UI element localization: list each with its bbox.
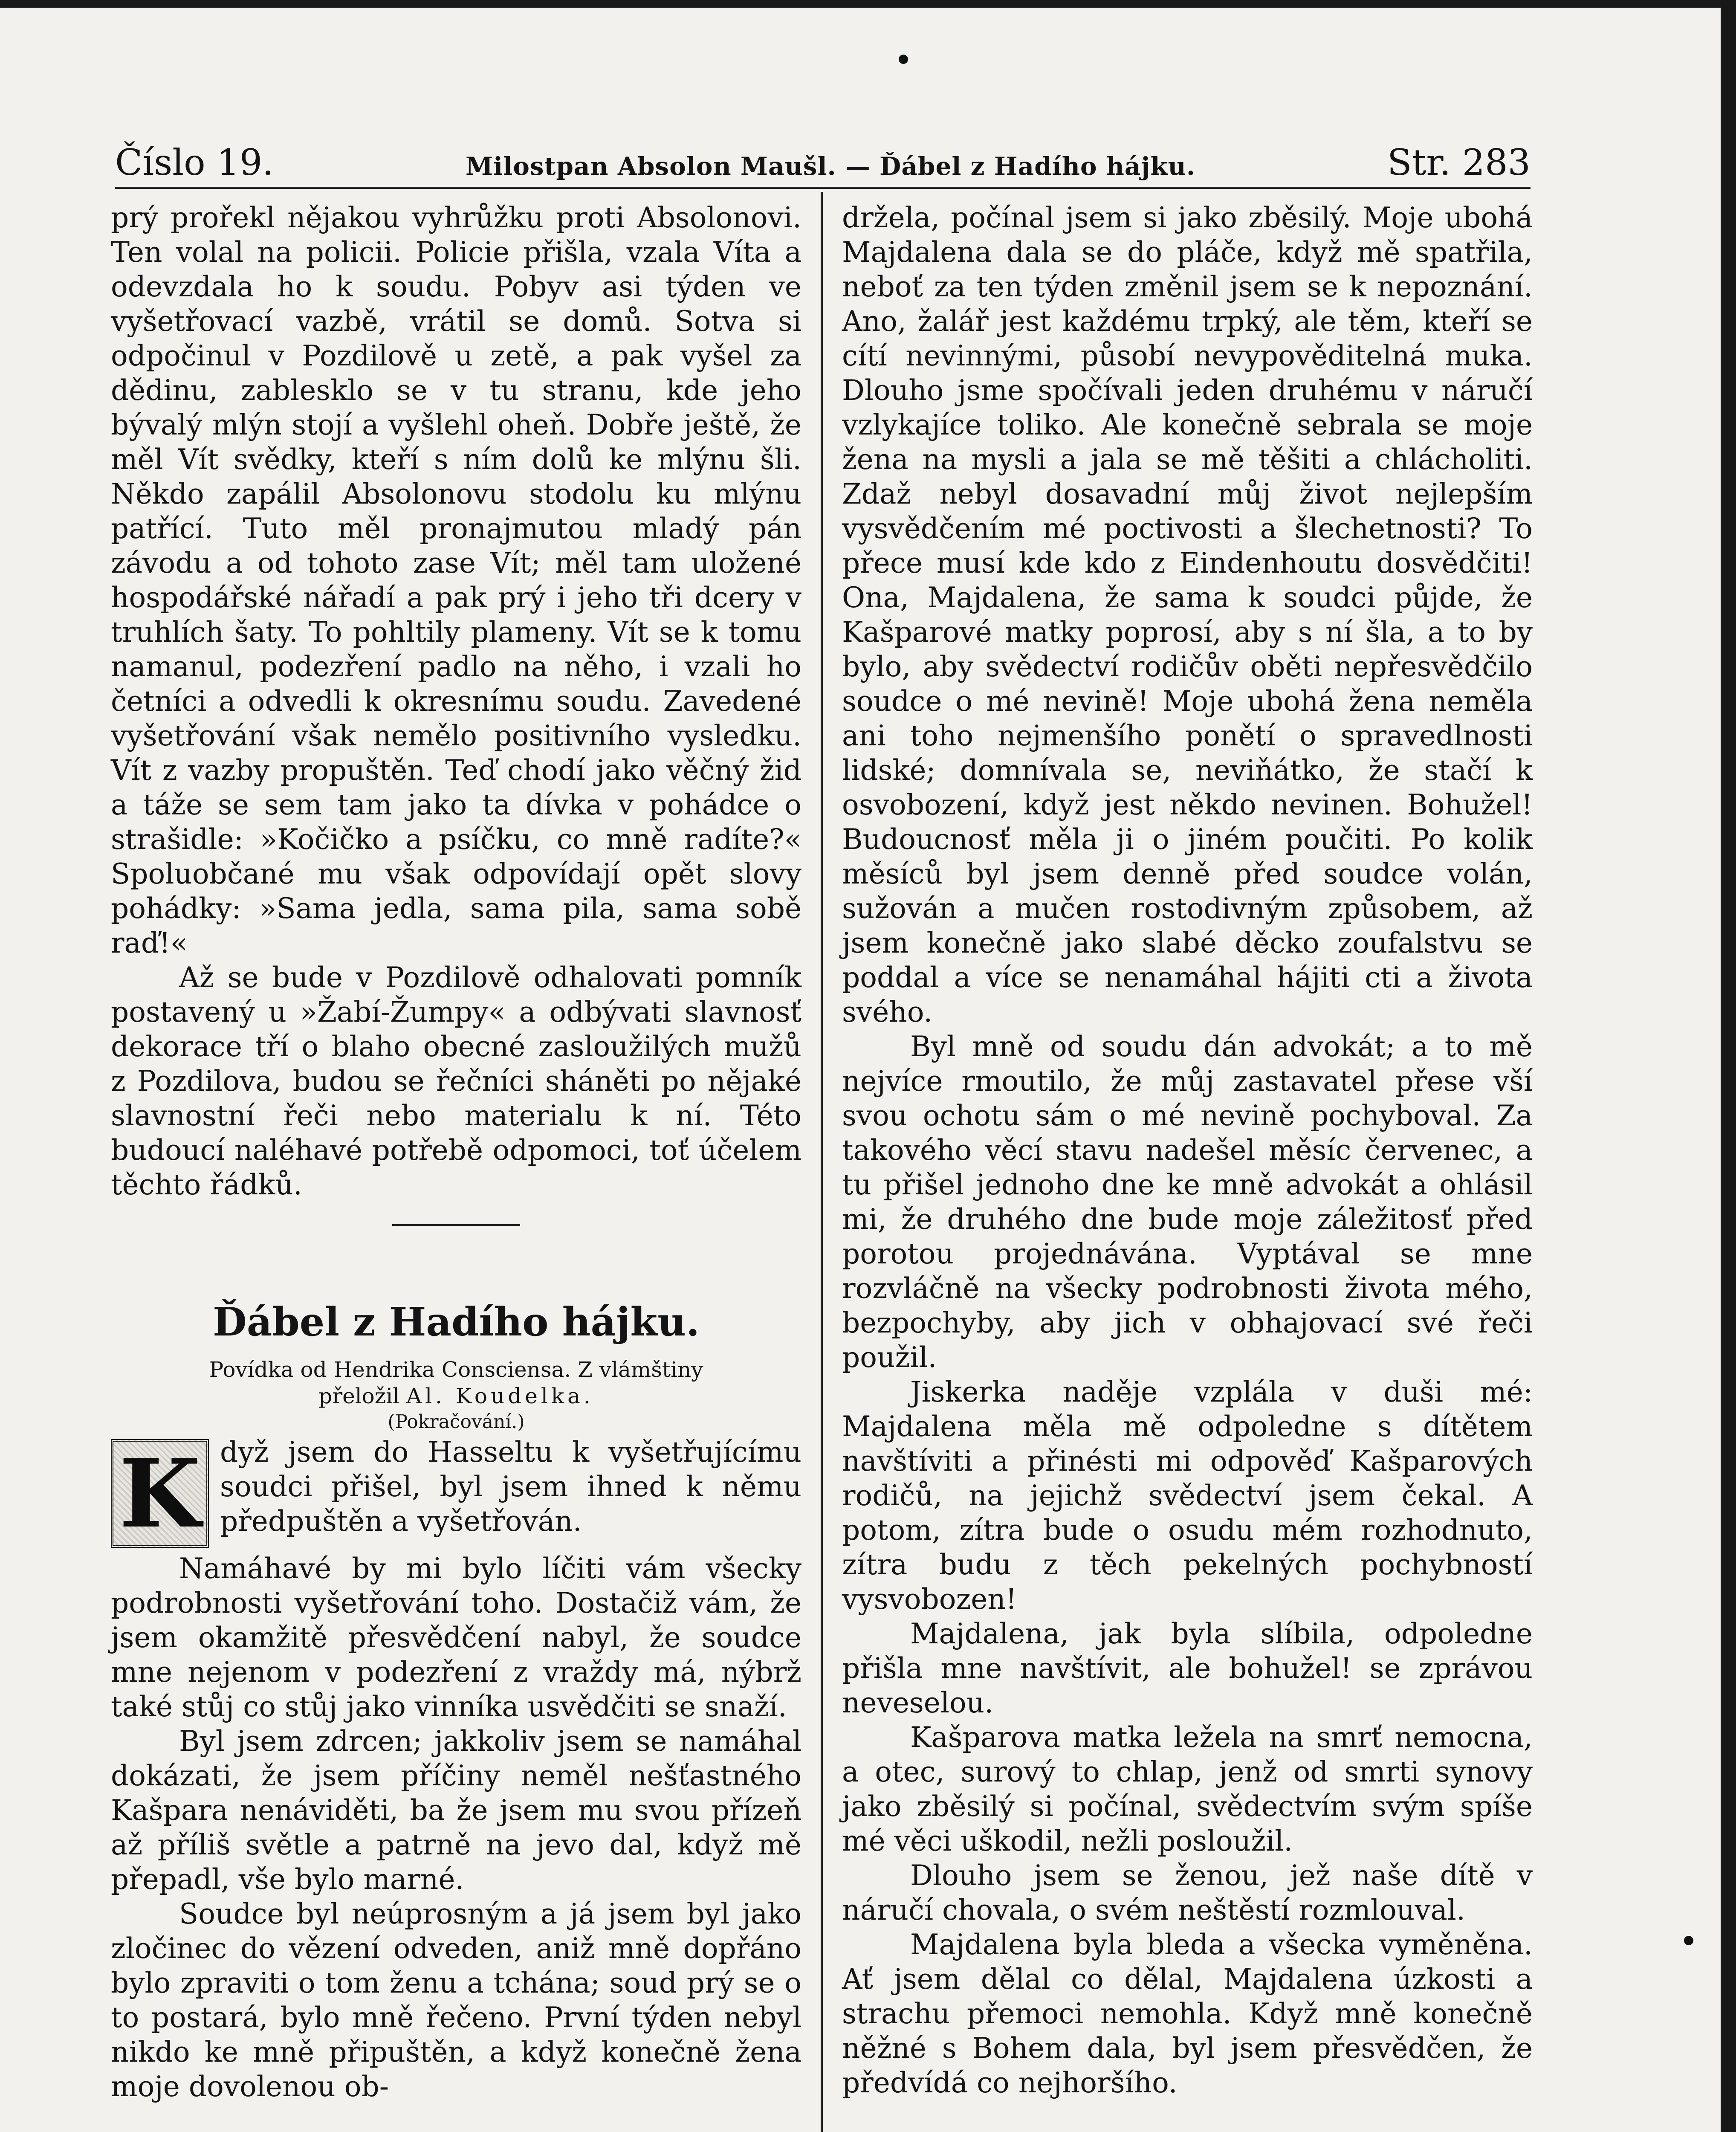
paragraph: prý prořekl nějakou vyhrůžku proti Absolonovi. Ten volal na policii. Policie přišla, vzala Víta a odevzdala ho k soudu. Pobyv asi týden ve vyšetřovací vazbě, vrátil se domů. Sotva si odpočinul v Pozdilově u zetě, a pak vyšel za dědinu, zablesklo se v tu stranu, kde jeho bývalý mlýn stojí a vyšlehl oheň. Dobře ještě, že měl Vít svědky, kteří s ním dolů ke mlýnu šli. Někdo zapálil Absolonovu stodolu ku mlýnu patřící. Tuto měl pronajmutou mladý pán závodu a od tohoto zase Vít; měl tam uložené hospodářské nářadí a pak prý i jeho tři dcery v truhlích šaty. To pohltily plameny. Vít se k tomu namanul, podezření padlo na něho, i vzali ho četníci a odvedli k okresnímu soudu. Zavedené vyšetřování však nemělo positivního vysledku. Vít z vazby propuštěn. Teď chodí jako věčný žid a táže se sem tam jako ta dívka v pohádce o strašidle: »Kočičko a psíčku, co mně radíte?« Spoluobčané mu však odpovídají opět slovy pohádky: »Sama jedla, sama pila, sama sobě raď!« [111,201,801,959]
scan-speck [1684,1936,1693,1945]
paragraph: Kašparova matka ležela na smrť nemocna, a otec, surový to chlap, jenž od smrti synovy jako zběsilý si počínal, svědectvím svým spíše mé věci uškodil, nežli posloužil. [842,1721,1533,1857]
page-header [115,136,1531,183]
paragraph: Majdalena, jak byla slíbila, odpoledne přišla mne navštívit, ale bohužel! se zprávou neveselou. [842,1617,1533,1719]
right-column [842,200,1533,2100]
header-rule [115,187,1531,189]
page-number: Str. 283 [1387,142,1531,183]
translator-name: Al. Koudelka. [406,1384,594,1408]
first-paragraph [111,1435,801,1551]
paragraph: Soudce byl neúprosným a já jsem byl jako zločinec do vězení odveden, aniž mně dopřáno bylo zpraviti o tom ženu a tchána; soud prý se o to postará, bylo mně řečeno. První týden nebyl nikdo ke mně připuštěn, a když konečně žena moje dovolenou ob- [111,1897,801,2103]
paragraph: Namáhavé by mi bylo líčiti vám všecky podrobnosti vyšetřování toho. Dostačiž vám, že jsem okamžitě přesvědčení nabyl, že soudce mne nejenom v podezření z vraždy má, nýbrž také stůj co stůj jako vinníka usvědčiti se snaží. [111,1552,801,1723]
issue-number: Číslo 19. [115,142,274,183]
running-title: Milostpan Absolon Maušl. — Ďábel z Hadího hájku. [465,152,1196,181]
column-rule [821,192,823,2132]
translated-by: přeložil [318,1384,400,1408]
first-paragraph-text: dyž jsem do Hasseltu k vyšetřujícímu soudci přišel, byl jsem ihned k němu předpuštěn a vyšetřován. [220,1436,801,1538]
paragraph: Jiskerka naděje vzplála v duši mé: Majdalena měla mě odpoledne s dítětem navštíviti a přinésti mi odpověď Kašparových rodičů, na jejichž svědectví jsem čekal. A potom, zítra bude o osudu mém rozhodnuto, zítra budu z těch pekelných pochybností vysvobozen! [842,1376,1533,1616]
paragraph: Byl jsem zdrcen; jakkoliv jsem se namáhal dokázati, že jsem příčiny neměl nešťastného Kašpara nenáviděti, ba že jsem mu svou přízeň až příliš světle a patrně na jevo dal, když mě přepadl, vše bylo marné. [111,1725,801,1896]
paragraph: držela, počínal jsem si jako zběsilý. Moje ubohá Majdalena dala se do pláče, když mě spatřila, neboť za ten týden změnil jsem se k nepoznání. Ano, žalář jest každému trpký, ale těm, kteří se cítí nevinnými, působí nevypověditelná muka. Dlouho jsme spočívali jeden druhému v náručí vzlykajíce toliko. Ale konečně sebrala se moje žena na mysli a jala se mě těšiti a chlácholiti. Zdaž nebyl dosavadní můj život nejlepším vysvědčením mé poctivosti a šlechetnosti? To přece musí kde kdo z Eindenhoutu dosvědčiti! Ona, Majdalena, že sama k soudci půjde, že Kašparové matky poprosí, aby s ní šla, a to by bylo, aby svědectví rodičův oběti nepřesvědčilo soudce o mé nevině! Moje ubohá žena neměla ani toho nejmenšího ponětí o spravedlnosti lidské; domnívala se, neviňátko, že stačí k osvobození, když jest někdo nevinen. Bohužel! Budoucnosť měla ji o jiném poučiti. Po kolik měsíců byl jsem denně před soudce volán, sužován a mučen rostodivným způsobem, až jsem konečně jako slabé děcko zoufalstvu se poddal a více se nenamáhal hájiti cti a života svého. [842,201,1533,1028]
section-separator [392,1224,520,1226]
continued-note: (Pokračování.) [388,1411,525,1433]
story-subtitle [111,1356,801,1409]
decorative-initial: K [111,1439,209,1548]
paragraph: Byl mně od soudu dán advokát; a to mě nejvíce rmoutilo, že můj zastavatel přese vší svou ochotu sám o mé nevině pochyboval. Za takového věcí stavu nadešel měsíc červenec, a tu přišel jednoho dne ke mně advokát a ohlásil mi, že druhého dne bude moje záležitosť před porotou projednávána. Vyptával se mne rozvláčně na všecky podrobnosti života mého, bezpochyby, aby jich v obhajovací své řeči použil. [842,1030,1533,1374]
scan-speck [899,55,908,64]
story-title: Ďábel z Hadího hájku. [212,1299,700,1345]
scan-edge-top [0,0,1736,8]
scan-edge-right [1721,0,1736,2132]
paragraph: Dlouho jsem se ženou, jež naše dítě v náručí chovala, o svém neštěstí rozmlouval. [842,1859,1533,1926]
left-column [111,200,801,2104]
paragraph: Majdalena byla bleda a všecka vyměněna. Ať jsem dělal co dělal, Majdalena úzkosti a strachu přemoci nemohla. Když mně konečně něžné s Bohem dala, byl jsem přesvědčen, že předvídá co nejhoršího. [842,1928,1533,2099]
paragraph: Až se bude v Pozdilově odhalovati pomník postavený u »Žabí-Žumpy« a odbývati slavnosť dekorace tří o blaho obecné zasloužilých mužů z Pozdilova, budou se řečníci sháněti po nějaké slavnostní řeči nebo materialu k ní. Této budoucí naléhavé potřebě odpomoci, toť účelem těchto řádků. [111,961,801,1201]
subtitle-line: Povídka od Hendrika Consciensa. Z vlámštiny [209,1357,703,1382]
